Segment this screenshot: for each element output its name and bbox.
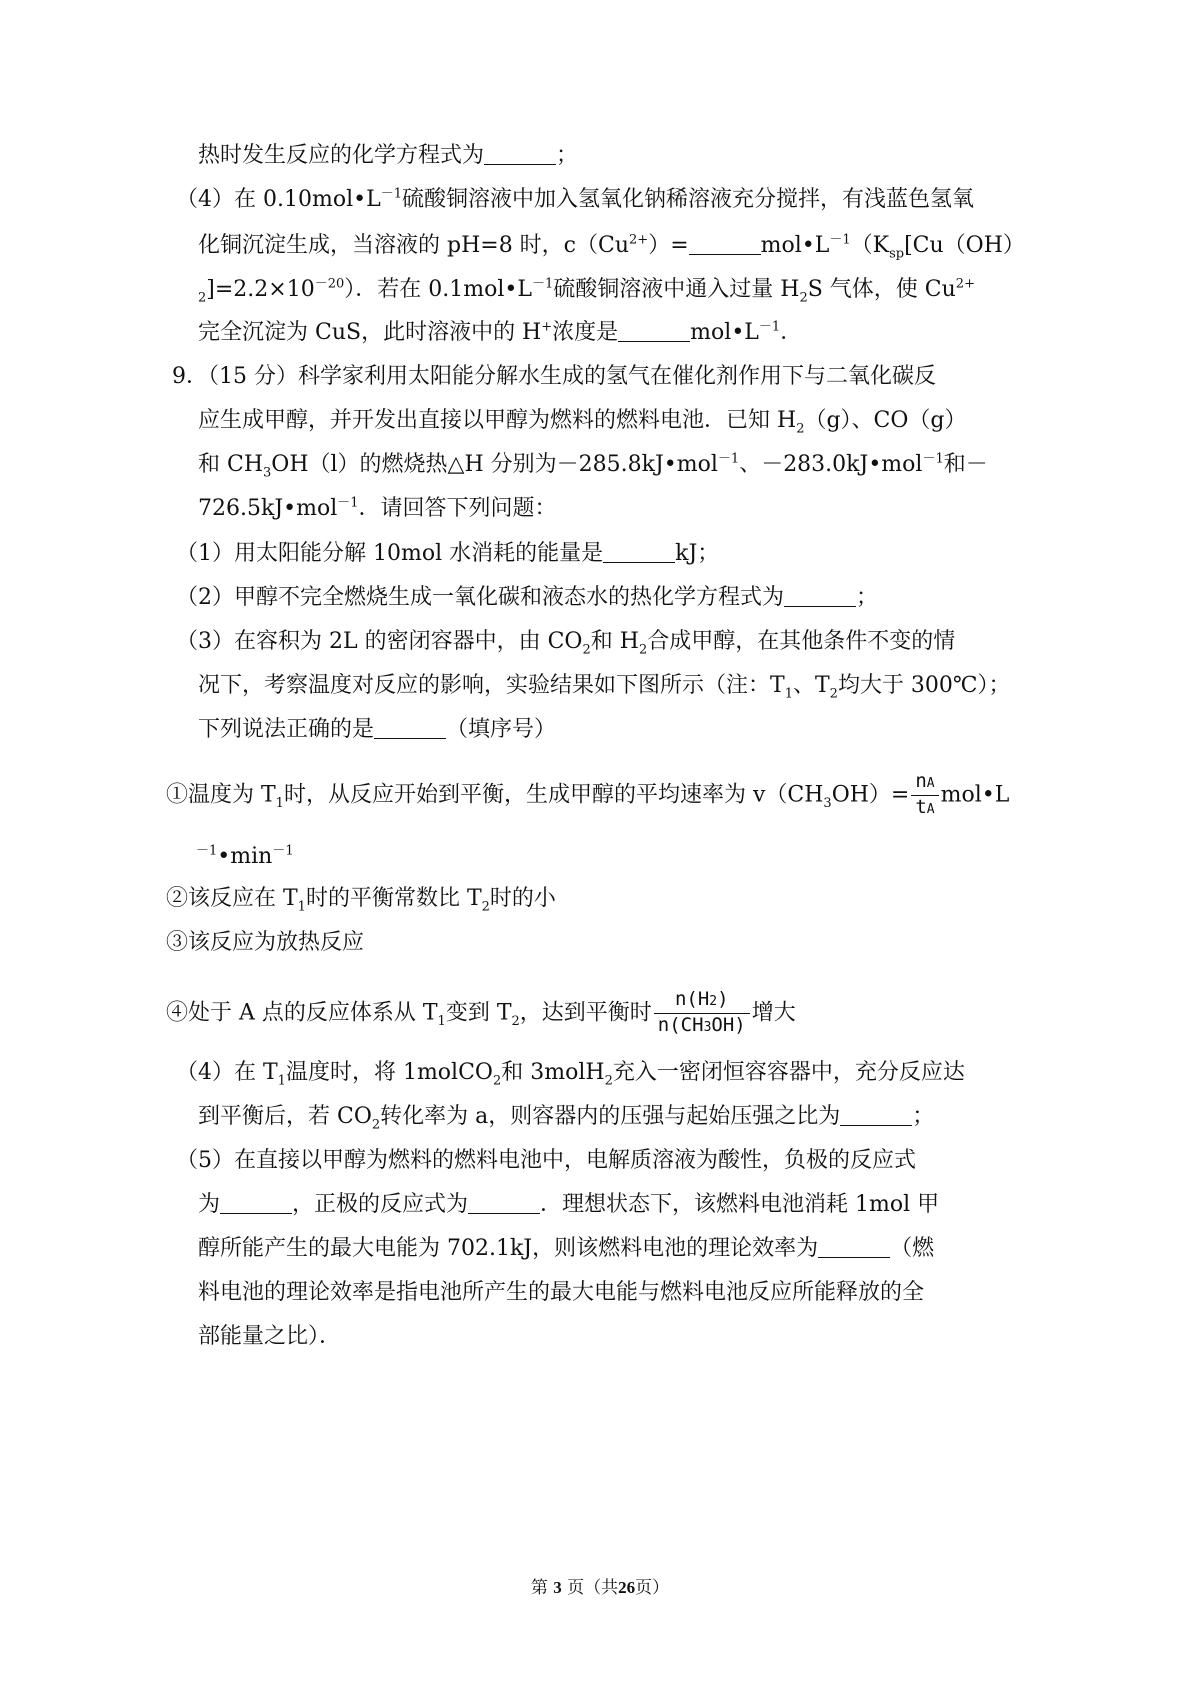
sub-question-3: （3）在容积为 2L 的密闭容器中，由 $CO_2$和 $H_2$合成甲醇，在其他条件不变的情 — [176, 629, 956, 658]
answer-blank — [374, 716, 446, 739]
sub-question-2: （2）甲醇不完全燃烧生成一氧化碳和液态水的热化学方程式为 ； — [176, 585, 879, 610]
line-9: 726.5kJ•mol$^{-1}$．请回答下列问题： — [198, 495, 557, 521]
answer-blank — [840, 1103, 912, 1126]
line-23: 为 ，正极的反应式为 ．理想状态下，该燃料电池消耗 1mol 甲 — [198, 1192, 940, 1217]
line-21: 到平衡后，若 $CO_2$转化率为 a，则容器内的压强与起始压强之比为 ； — [198, 1104, 935, 1133]
line-1: 热时发生反应的化学方程式为 ； — [198, 143, 579, 168]
answer-blank — [484, 142, 556, 165]
answer-blank — [784, 584, 856, 607]
line-26: 部能量之比）． — [198, 1324, 342, 1349]
page-number: 3 — [553, 1578, 562, 1597]
line-7: 应生成甲醇，并开发出直接以甲醇为燃料的燃料电池．已知 $H_2(g)$、CO（g） — [198, 408, 967, 437]
option-3: ③该反应为放热反应 — [166, 930, 365, 955]
option-1: ①温度为 $T_1$时，从反应开始到平衡，生成甲醇的平均速率为 $v(CH_3OH)=$ $\frac{nA}{tA}$ mol•L — [166, 770, 1009, 821]
line-25: 料电池的理论效率是指电池所产生的最大电能与燃料电池反应所能释放的全 — [198, 1280, 925, 1305]
line-3: 化铜沉淀生成，当溶液的 pH=8 时，$c(Cu^{2+})=$ $mol•L^{-1}(K_{sp}[Cu(OH)$ — [198, 232, 1025, 262]
answer-blank — [468, 1191, 540, 1214]
line-5: 完全沉淀为 CuS，此时溶液中的 H+浓度是 $mol•L^{-1}$． — [198, 319, 803, 345]
total-pages: 26 — [618, 1578, 636, 1597]
answer-blank — [818, 1235, 890, 1258]
line-2: （4）在 $0.10mol•L^{-1}$硫酸铜溶液中加入氢氧化钠稀溶液充分搅拌，有浅蓝色氢氧 — [176, 186, 975, 212]
answer-blank — [220, 1191, 292, 1214]
sub-question-1: （1）用太阳能分解 10mol 水消耗的能量是 kJ； — [176, 541, 720, 566]
line-13: 况下，考察温度对反应的影响，实验结果如下图所示（注：$T_1$、$T_2$均大于 300℃）； — [198, 673, 1011, 702]
answer-blank — [689, 232, 761, 255]
page-footer: 第 3 页（共26页） — [530, 1578, 670, 1598]
rate-fraction: $\frac{nA}{tA}$ — [911, 770, 938, 821]
line-14: 下列说法正确的是 （填序号） — [198, 717, 557, 742]
answer-blank — [618, 319, 690, 342]
line-8: 和 $CH_3OH(l)$的燃烧热△H 分别为－285.8kJ•mol$^{-1}$、－283.0kJ•mol$^{-1}$和－ — [198, 451, 988, 481]
answer-blank — [603, 540, 675, 563]
line-24: 醇所能产生的最大电能为 702.1kJ，则该燃料电池的理论效率为 （燃 — [198, 1236, 935, 1261]
question-9-heading: 9．（15 分）科学家利用太阳能分解水生成的氢气在催化剂作用下与二氧化碳反 — [172, 364, 936, 389]
option-2: ②该反应在 $T_1$时的平衡常数比 $T_2$时的小 — [166, 886, 556, 915]
option-4: ④处于 A 点的反应体系从 $T_1$变到 $T_2$，达到平衡时 $\frac{n(H2)}{n(CH3OH)}$ 增大 — [166, 988, 796, 1039]
line-16: $^{-1}•\min^{-1}$ — [196, 843, 294, 869]
ratio-fraction: $\frac{n(H2)}{n(CH3OH)}$ — [654, 988, 750, 1039]
sub-question-5: （5）在直接以甲醇为燃料的燃料电池中，电解质溶液为酸性，负极的反应式 — [176, 1148, 916, 1173]
line-4: $_2]=2.2\times 10^{-20}$）．若在 $0.1mol•L^{-1}$硫酸铜溶液中通入过量 $H_2S$ 气体，使 $Cu^{2+}$ — [198, 276, 975, 306]
sub-question-4: （4）在 $T_1$温度时，将 1molCO$_2$和 3molH$_2$充入一密闭恒容容器中，充分反应达 — [176, 1060, 965, 1089]
